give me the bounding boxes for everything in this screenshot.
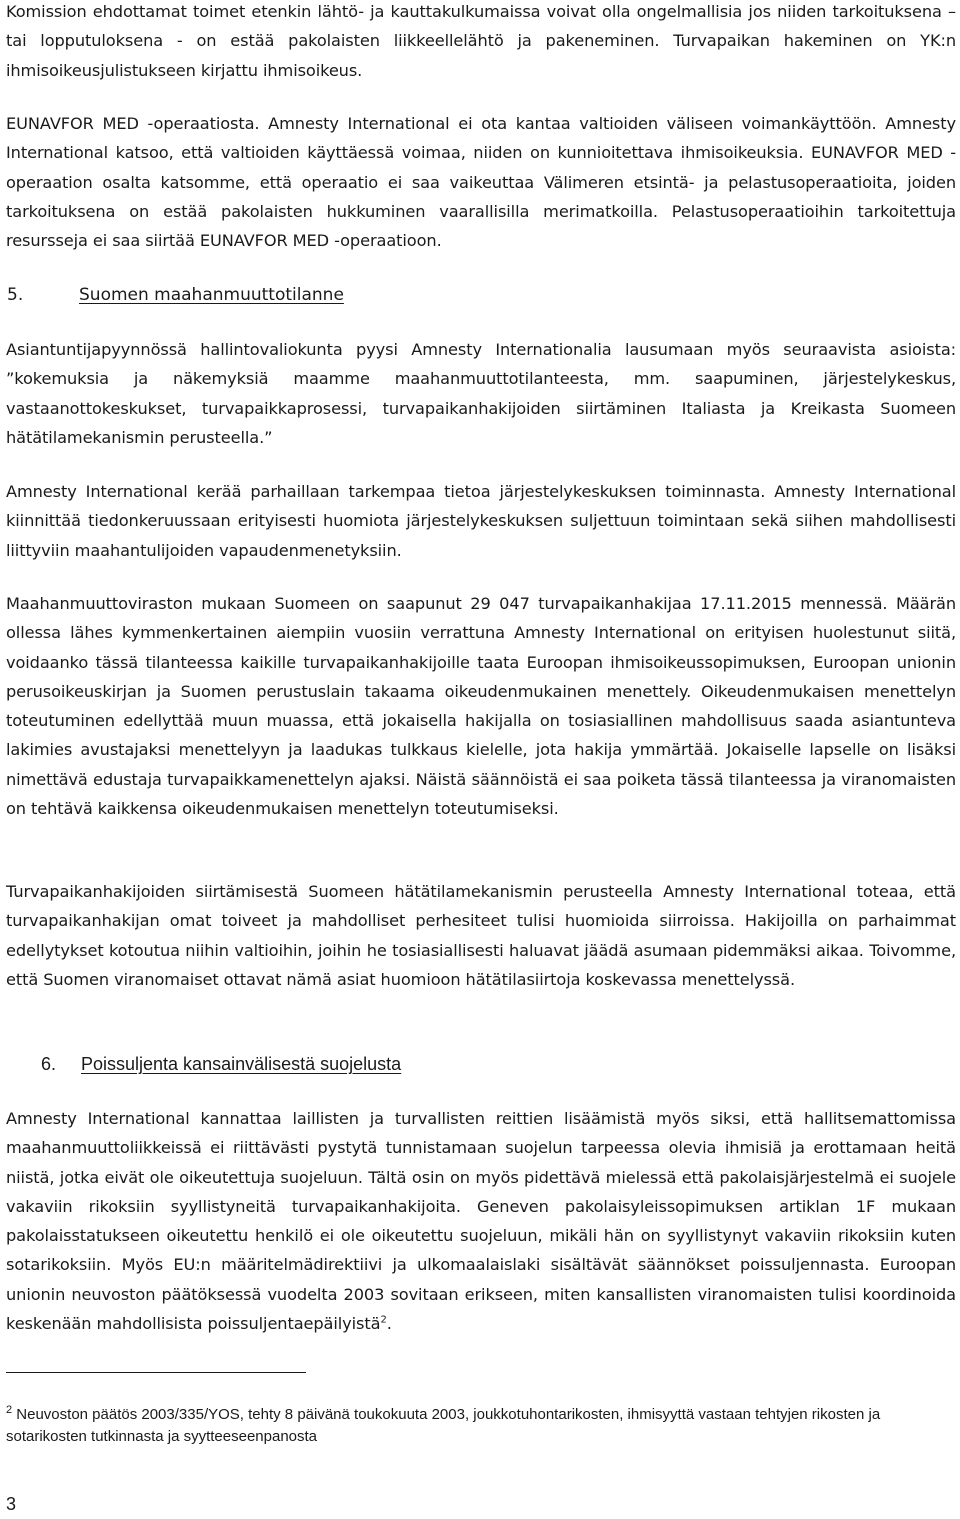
paragraph-siirtaminen: Turvapaikanhakijoiden siirtämisestä Suomeen hätätilamekanismin perusteella Amnesty International toteaa, että turvapaikanhakijan omat toiveet ja mahdolliset perhesiteet tulisi huomioida siirroissa. Hakijoilla on parhaimmat edellytykset kotoutua niihin valtioihin, joihin he tosiasiallisesti haluavat jäädä asumaan pidemmäksi aikaa. Toivomme, että Suomen viranomaiset ottavat nämä asiat huomioon hätätilasiirtoja koskevassa menettelyssä. <box>6 882 956 989</box>
section-heading-6 <box>41 1051 401 1077</box>
paragraph-pakeneminen: Komission ehdottamat toimet etenkin lähtö- ja kauttakulkumaissa voivat olla ongelmallisia jos niiden tarkoituksena – tai lopputuloksena - on estää pakolaisten liikkeellelähtö ja pakeneminen. Turvapaikan hakeminen on YK:n ihmisoikeusjulistukseen kirjattu ihmisoikeus. <box>6 2 956 80</box>
footnote <box>6 1404 946 1448</box>
paragraph-eunavfor: EUNAVFOR MED -operaatiosta. Amnesty International ei ota kantaa valtioiden väliseen voimankäyttöön. Amnesty International katsoo, että valtioiden käyttäessä voimaa, niiden on kunnioitettava ihmisoikeuksia. EUNAVFOR MED -operaation osalta katsomme, että operaatio ei saa vaikeuttaa Välimeren etsintä- ja pelastusoperaatioita, joiden tarkoituksena on estää pakolaisten hukkuminen vaarallisilla merimatkoilla. Pelastusoperaatioihin tarkoitettuja resursseja ei saa siirtää EUNAVFOR MED -operaatioon. <box>6 114 956 251</box>
footnote-reference[interactable]: 2 <box>380 1314 387 1326</box>
footnote-marker: 2 <box>6 1404 13 1416</box>
paragraph-poissuljenta <box>6 1104 956 1338</box>
section-title: Suomen maahanmuuttotilanne <box>79 285 344 305</box>
paragraph-text: Amnesty International kannattaa laillisten ja turvallisten reittien lisäämistä myös siksi, että hallitsemattomissa maahanmuuttoliikkeissä ei riittävästi pystytä tunnistamaan suojelun tarpeessa olevia ihmisiä ja erottamaan heitä niistä, jotka eivät ole oikeutettuja suojeluun. Tältä osin on myös pidettävä mielessä että pakolaisjärjestelmä ei suojele vakaviin rikoksiin syyllistyneitä turvapaikanhakijoita. Geneven pakolaisyleissopimuksen artiklan 1F mukaan pakolaisstatukseen oikeutettu henkilö ei ole oikeutettu suojeluun, mikäli hän on syyllistynyt vakaviin rikoksiin kuten sotarikoksiin. Myös EU:n määritelmädirektiivi ja ulkomaalaislaki sisältävät säännökset poissuljennasta. Euroopan unionin neuvoston päätöksessä vuodelta 2003 sovitaan erikseen, miten kansallisten viranomaisten tulisi koordinoida keskenään mahdollisista poissuljentaepäilyistä <box>6 1109 956 1334</box>
page-number: 3 <box>6 1494 17 1514</box>
section-number: 6. <box>41 1054 57 1074</box>
section-number: 5. <box>7 285 24 305</box>
paragraph-end-punctuation: . <box>386 1314 392 1334</box>
section-title: Poissuljenta kansainvälisestä suojelusta <box>81 1054 402 1074</box>
footnote-text: Neuvoston päätös 2003/335/YOS, tehty 8 päivänä toukokuuta 2003, joukkotuhontarikosten, ihmisyyttä vastaan tehtyjen rikosten ja sotarikosten tutkinnasta ja syytteeseenpanosta <box>6 1406 881 1445</box>
section-heading-5 <box>7 282 344 308</box>
paragraph-asiantuntijapyynto: Asiantuntijapyynnössä hallintovaliokunta pyysi Amnesty Internationalia lausumaan myös seuraavista asioista: ”kokemuksia ja näkemyksiä maamme maahanmuuttotilanteesta, mm. saapuminen, järjestelykeskus, vastaanottokeskukset, turvapaikkaprosessi, turvapaikanhakijoiden siirtäminen Italiasta ja Kreikasta Suomeen hätätilamekanismin perusteella.” <box>6 340 956 447</box>
footnote-divider <box>6 1372 306 1373</box>
paragraph-jarjestelykeskus: Amnesty International kerää parhaillaan tarkempaa tietoa järjestelykeskuksen toiminnasta. Amnesty International kiinnittää tiedonkeruussaan erityisesti huomiota järjestelykeskuksen suljettuun toimintaan sekä siihen mahdollisesti liittyviin maahantulijoiden vapaudenmenetyksiin. <box>6 482 956 560</box>
paragraph-maahanmuuttovirasto: Maahanmuuttoviraston mukaan Suomeen on saapunut 29 047 turvapaikanhakijaa 17.11.2015 mennessä. Määrän ollessa lähes kymmenkertainen aiempiin vuosiin verrattuna Amnesty International on erityisen huolestunut siitä, voidaanko tässä tilanteessa kaikille turvapaikanhakijoille taata Euroopan ihmisoikeussopimuksen, Euroopan unionin perusoikeuskirjan ja Suomen perustuslain takaama oikeudenmukainen menettely. Oikeudenmukaisen menettelyn toteutuminen edellyttää muun muassa, että jokaisella hakijalla on tosiasiallinen mahdollisuus saada asiantunteva lakimies avustajaksi menettelyyn ja laadukas tulkkaus kielelle, jota hakija ymmärtää. Jokaiselle lapselle on lisäksi nimettävä edustaja turvapaikkamenettelyn ajaksi. Näistä säännöistä ei saa poiketa tässä tilanteessa ja viranomaisten on tehtävä kaikkensa oikeudenmukaisen menettelyn toteutumiseksi. <box>6 594 956 819</box>
